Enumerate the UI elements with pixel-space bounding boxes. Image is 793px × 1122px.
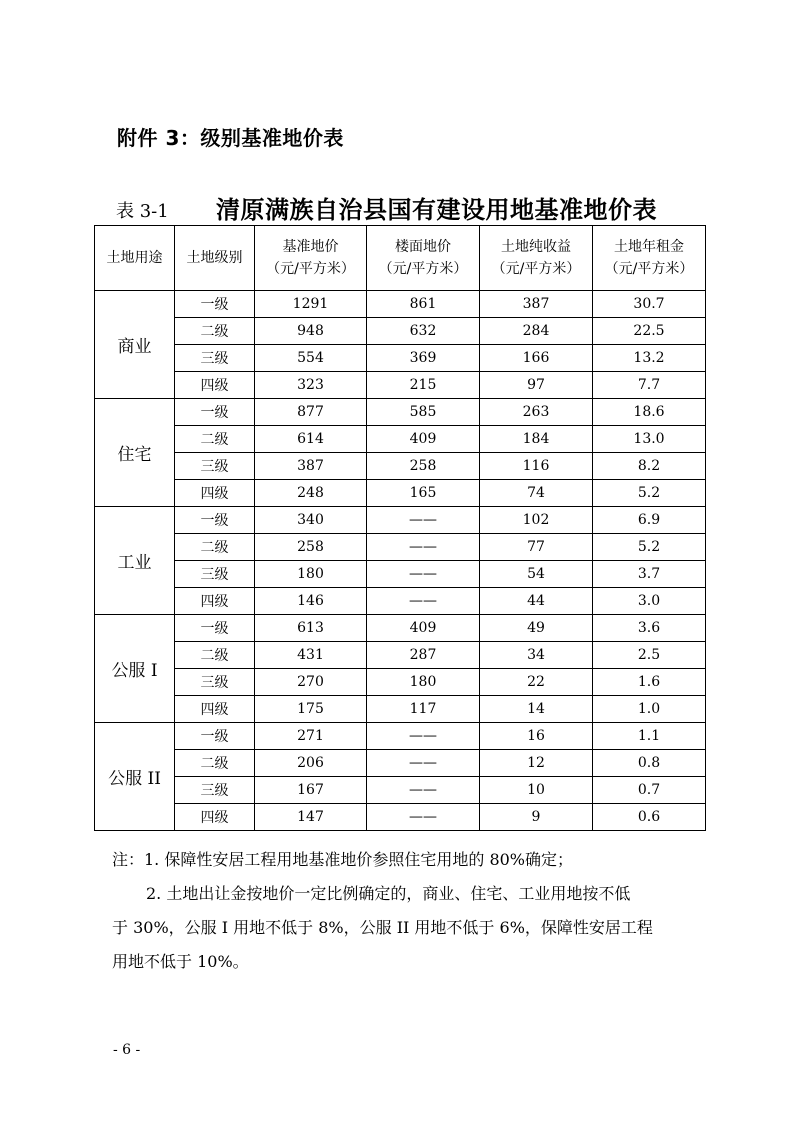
grade-cell: 三级 bbox=[175, 453, 255, 480]
base-cell: 271 bbox=[255, 723, 367, 750]
grade-cell: 三级 bbox=[175, 669, 255, 696]
floor-cell: —— bbox=[367, 534, 480, 561]
base-cell: 431 bbox=[255, 642, 367, 669]
income-cell: 10 bbox=[480, 777, 593, 804]
base-cell: 180 bbox=[255, 561, 367, 588]
grade-cell: 三级 bbox=[175, 561, 255, 588]
header-net-income: 土地纯收益 （元/平方米） bbox=[480, 226, 593, 291]
table-row bbox=[95, 318, 706, 345]
rent-cell: 0.6 bbox=[593, 804, 706, 831]
rent-cell: 3.7 bbox=[593, 561, 706, 588]
grade-cell: 四级 bbox=[175, 696, 255, 723]
table-row bbox=[95, 723, 706, 750]
notes bbox=[112, 843, 692, 979]
base-cell: 948 bbox=[255, 318, 367, 345]
floor-cell: —— bbox=[367, 561, 480, 588]
floor-cell: 409 bbox=[367, 615, 480, 642]
table-row bbox=[95, 615, 706, 642]
base-cell: 877 bbox=[255, 399, 367, 426]
base-cell: 147 bbox=[255, 804, 367, 831]
table-row bbox=[95, 804, 706, 831]
rent-cell: 1.6 bbox=[593, 669, 706, 696]
table-row bbox=[95, 372, 706, 399]
income-cell: 74 bbox=[480, 480, 593, 507]
floor-cell: 165 bbox=[367, 480, 480, 507]
grade-cell: 一级 bbox=[175, 723, 255, 750]
table-row bbox=[95, 426, 706, 453]
grade-cell: 二级 bbox=[175, 750, 255, 777]
floor-cell: —— bbox=[367, 723, 480, 750]
note-line-1: 注：1. 保障性安居工程用地基准地价参照住宅用地的 80%确定； bbox=[112, 850, 574, 869]
floor-cell: 287 bbox=[367, 642, 480, 669]
land-use-cell: 住宅 bbox=[95, 399, 175, 507]
grade-cell: 四级 bbox=[175, 804, 255, 831]
table-row bbox=[95, 750, 706, 777]
base-cell: 614 bbox=[255, 426, 367, 453]
grade-cell: 二级 bbox=[175, 642, 255, 669]
income-cell: 284 bbox=[480, 318, 593, 345]
floor-cell: 632 bbox=[367, 318, 480, 345]
header-grade: 土地级别 bbox=[175, 226, 255, 291]
grade-cell: 四级 bbox=[175, 480, 255, 507]
floor-cell: 215 bbox=[367, 372, 480, 399]
table-row bbox=[95, 669, 706, 696]
income-cell: 22 bbox=[480, 669, 593, 696]
land-use-cell: 公服 II bbox=[95, 723, 175, 831]
table-row bbox=[95, 453, 706, 480]
grade-cell: 一级 bbox=[175, 615, 255, 642]
header-base-price: 基准地价 （元/平方米） bbox=[255, 226, 367, 291]
floor-cell: 585 bbox=[367, 399, 480, 426]
floor-cell: —— bbox=[367, 804, 480, 831]
income-cell: 387 bbox=[480, 291, 593, 318]
grade-cell: 一级 bbox=[175, 291, 255, 318]
floor-cell: 180 bbox=[367, 669, 480, 696]
rent-cell: 0.7 bbox=[593, 777, 706, 804]
rent-cell: 30.7 bbox=[593, 291, 706, 318]
base-cell: 1291 bbox=[255, 291, 367, 318]
grade-cell: 二级 bbox=[175, 426, 255, 453]
table-row bbox=[95, 345, 706, 372]
income-cell: 77 bbox=[480, 534, 593, 561]
table-title: 清原满族自治县国有建设用地基准地价表 bbox=[216, 195, 657, 224]
floor-cell: 861 bbox=[367, 291, 480, 318]
grade-cell: 二级 bbox=[175, 534, 255, 561]
grade-cell: 四级 bbox=[175, 372, 255, 399]
rent-cell: 3.0 bbox=[593, 588, 706, 615]
table-row bbox=[95, 588, 706, 615]
rent-cell: 6.9 bbox=[593, 507, 706, 534]
table-header-row bbox=[95, 226, 706, 291]
base-cell: 387 bbox=[255, 453, 367, 480]
base-cell: 146 bbox=[255, 588, 367, 615]
table-row bbox=[95, 534, 706, 561]
base-cell: 323 bbox=[255, 372, 367, 399]
table-row bbox=[95, 696, 706, 723]
table-row bbox=[95, 642, 706, 669]
income-cell: 102 bbox=[480, 507, 593, 534]
grade-cell: 三级 bbox=[175, 345, 255, 372]
rent-cell: 18.6 bbox=[593, 399, 706, 426]
grade-cell: 二级 bbox=[175, 318, 255, 345]
land-use-cell: 商业 bbox=[95, 291, 175, 399]
table-row bbox=[95, 291, 706, 318]
rent-cell: 3.6 bbox=[593, 615, 706, 642]
attachment-title: 附件 3：级别基准地价表 bbox=[117, 126, 344, 150]
base-cell: 340 bbox=[255, 507, 367, 534]
income-cell: 12 bbox=[480, 750, 593, 777]
grade-cell: 四级 bbox=[175, 588, 255, 615]
land-use-cell: 工业 bbox=[95, 507, 175, 615]
note-line-2: 2. 土地出让金按地价一定比例确定的，商业、住宅、工业用地按不低 bbox=[146, 884, 631, 903]
rent-cell: 2.5 bbox=[593, 642, 706, 669]
land-use-cell: 公服 I bbox=[95, 615, 175, 723]
table-caption bbox=[116, 195, 706, 225]
rent-cell: 5.2 bbox=[593, 534, 706, 561]
table-label: 表 3-1 bbox=[116, 201, 169, 222]
income-cell: 34 bbox=[480, 642, 593, 669]
base-cell: 175 bbox=[255, 696, 367, 723]
floor-cell: 258 bbox=[367, 453, 480, 480]
table-body bbox=[95, 291, 706, 831]
income-cell: 97 bbox=[480, 372, 593, 399]
table-row bbox=[95, 507, 706, 534]
income-cell: 166 bbox=[480, 345, 593, 372]
base-cell: 270 bbox=[255, 669, 367, 696]
income-cell: 54 bbox=[480, 561, 593, 588]
floor-cell: 409 bbox=[367, 426, 480, 453]
table-row bbox=[95, 399, 706, 426]
header-use: 土地用途 bbox=[95, 226, 175, 291]
rent-cell: 5.2 bbox=[593, 480, 706, 507]
note-line-4: 用地不低于 10%。 bbox=[112, 952, 249, 971]
rent-cell: 13.2 bbox=[593, 345, 706, 372]
income-cell: 263 bbox=[480, 399, 593, 426]
income-cell: 9 bbox=[480, 804, 593, 831]
income-cell: 14 bbox=[480, 696, 593, 723]
base-cell: 613 bbox=[255, 615, 367, 642]
rent-cell: 1.0 bbox=[593, 696, 706, 723]
table-row bbox=[95, 480, 706, 507]
rent-cell: 22.5 bbox=[593, 318, 706, 345]
rent-cell: 13.0 bbox=[593, 426, 706, 453]
table-row bbox=[95, 561, 706, 588]
header-floor-price: 楼面地价 （元/平方米） bbox=[367, 226, 480, 291]
base-cell: 248 bbox=[255, 480, 367, 507]
income-cell: 16 bbox=[480, 723, 593, 750]
rent-cell: 8.2 bbox=[593, 453, 706, 480]
header-annual-rent: 土地年租金 （元/平方米） bbox=[593, 226, 706, 291]
note-line-3: 于 30%，公服 I 用地不低于 8%，公服 II 用地不低于 6%，保障性安居工程 bbox=[112, 918, 653, 937]
floor-cell: —— bbox=[367, 750, 480, 777]
floor-cell: —— bbox=[367, 507, 480, 534]
grade-cell: 三级 bbox=[175, 777, 255, 804]
floor-cell: —— bbox=[367, 777, 480, 804]
grade-cell: 一级 bbox=[175, 399, 255, 426]
income-cell: 49 bbox=[480, 615, 593, 642]
rent-cell: 1.1 bbox=[593, 723, 706, 750]
grade-cell: 一级 bbox=[175, 507, 255, 534]
rent-cell: 7.7 bbox=[593, 372, 706, 399]
base-cell: 167 bbox=[255, 777, 367, 804]
floor-cell: 369 bbox=[367, 345, 480, 372]
rent-cell: 0.8 bbox=[593, 750, 706, 777]
income-cell: 44 bbox=[480, 588, 593, 615]
base-cell: 554 bbox=[255, 345, 367, 372]
income-cell: 184 bbox=[480, 426, 593, 453]
base-cell: 206 bbox=[255, 750, 367, 777]
floor-cell: —— bbox=[367, 588, 480, 615]
base-land-price-table bbox=[94, 225, 706, 831]
page-number: - 6 - bbox=[113, 1042, 141, 1058]
base-cell: 258 bbox=[255, 534, 367, 561]
floor-cell: 117 bbox=[367, 696, 480, 723]
table-row bbox=[95, 777, 706, 804]
income-cell: 116 bbox=[480, 453, 593, 480]
